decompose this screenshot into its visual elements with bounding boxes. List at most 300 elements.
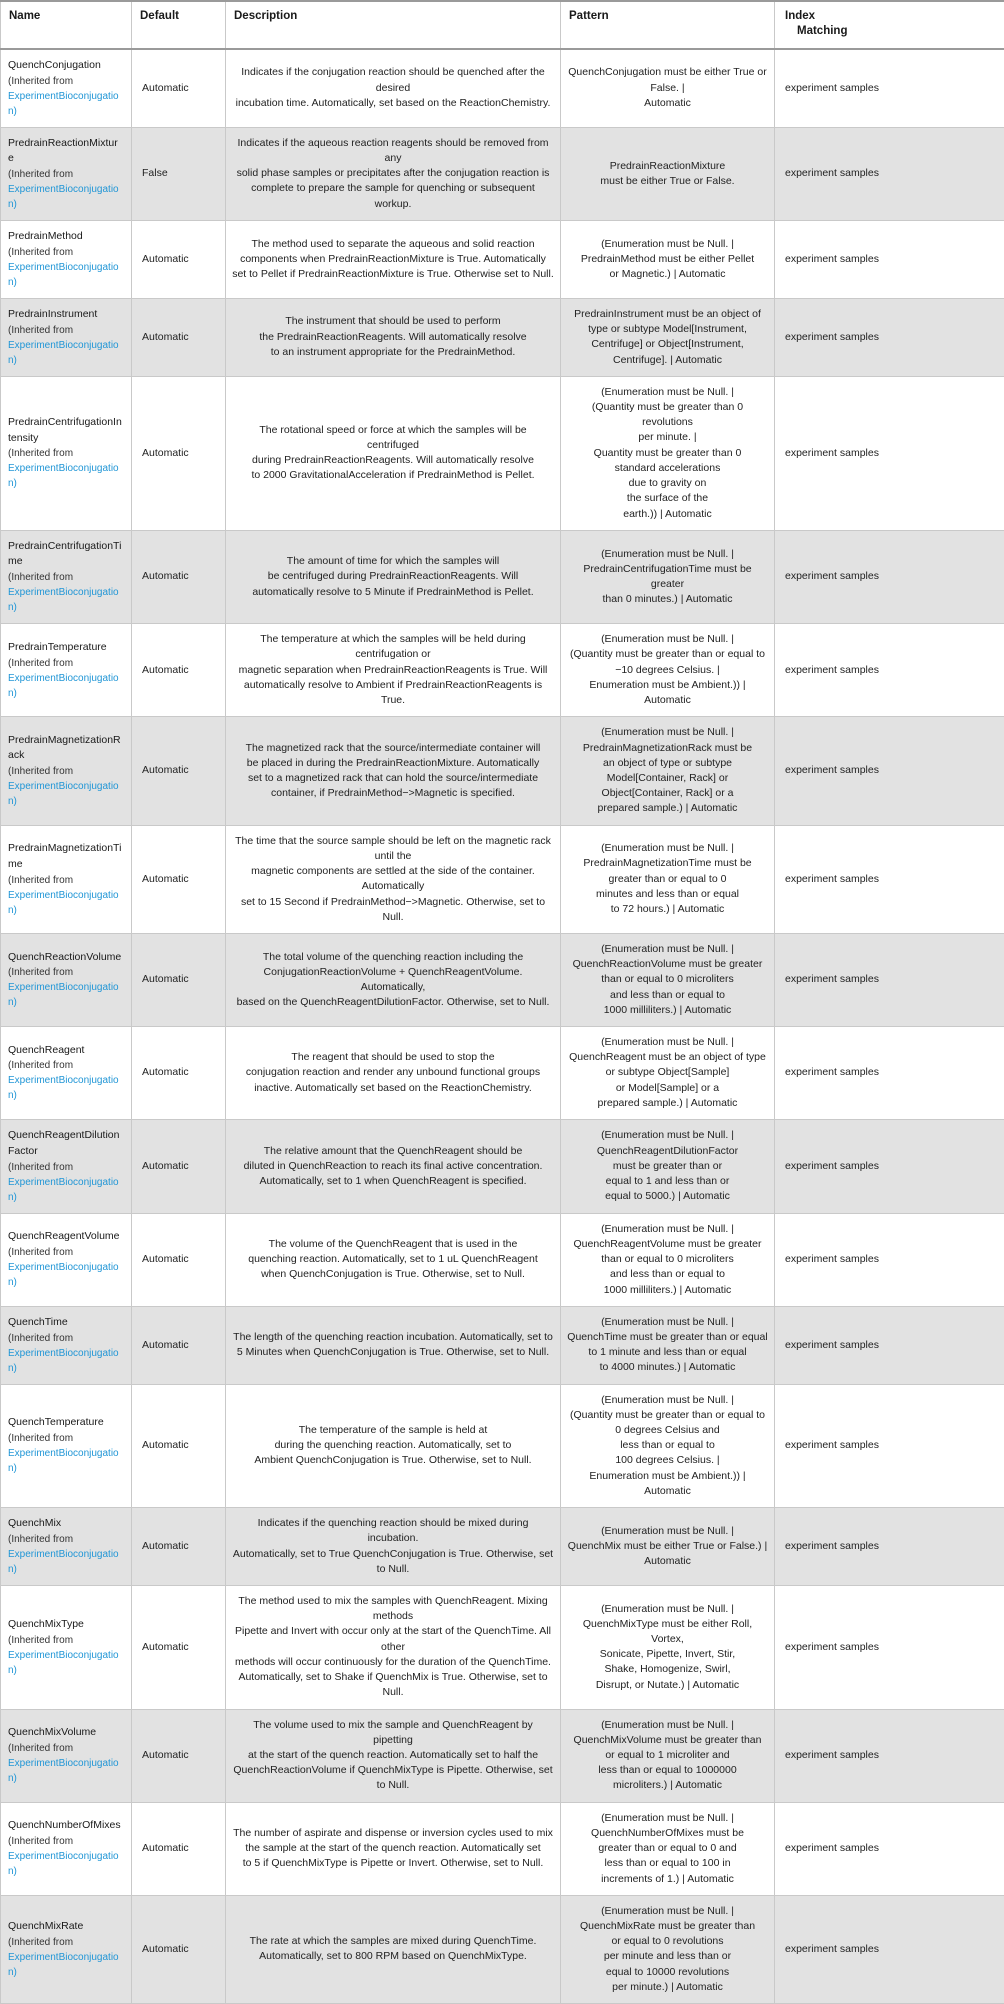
option-default-cell: Automatic [132, 1802, 226, 1895]
option-description-cell [226, 1802, 561, 1895]
description-line: The total volume of the quenching reaction including the [232, 950, 554, 965]
pattern-line: (Enumeration must be Null. | [567, 1035, 768, 1050]
description-line: magnetic separation when PredrainReactionReagents is True. Will [232, 663, 554, 678]
option-name: QuenchTime [8, 1315, 122, 1331]
inherited-label: (Inherited from [8, 1331, 122, 1346]
pattern-line: (Enumeration must be Null. | [567, 1602, 768, 1617]
inherited-source-link[interactable]: ExperimentBioconjugation) [8, 1346, 122, 1376]
inherited-label: (Inherited from [8, 446, 122, 461]
description-line: Automatically, set to True QuenchConjugation is True. Otherwise, set to Null. [232, 1547, 554, 1577]
pattern-line: 0 degrees Celsius and [567, 1423, 768, 1438]
inherited-source-link[interactable]: ExperimentBioconjugation) [8, 260, 122, 290]
inherited-source-link[interactable]: ExperimentBioconjugation) [8, 1547, 122, 1577]
option-description-cell [226, 933, 561, 1026]
pattern-line: (Enumeration must be Null. | [567, 942, 768, 957]
inherited-source-link[interactable]: ExperimentBioconjugation) [8, 1175, 122, 1205]
option-pattern-cell [561, 1306, 775, 1384]
option-name-cell [1, 1306, 132, 1384]
pattern-line: microliters.) | Automatic [567, 1778, 768, 1793]
inherited-source-link[interactable]: ExperimentBioconjugation) [8, 1260, 122, 1290]
description-line: Ambient QuenchConjugation is True. Otherwise, set to Null. [232, 1453, 554, 1468]
option-name-cell [1, 49, 132, 127]
option-default-cell: Automatic [132, 376, 226, 530]
option-default-cell: Automatic [132, 1709, 226, 1802]
option-pattern-cell [561, 1213, 775, 1306]
description-line: The relative amount that the QuenchReagent should be [232, 1144, 554, 1159]
description-line: based on the QuenchReagentDilutionFactor. Otherwise, set to Null. [232, 995, 554, 1010]
pattern-line: less than or equal to 1000000 [567, 1763, 768, 1778]
option-description-cell [226, 1895, 561, 2003]
inherited-label: (Inherited from [8, 1160, 122, 1175]
option-description-cell [226, 127, 561, 221]
description-line: The temperature of the sample is held at [232, 1423, 554, 1438]
description-line: Indicates if the aqueous reaction reagents should be removed from any [232, 136, 554, 166]
option-index-matching-cell: experiment samples [775, 1306, 1004, 1384]
option-description-cell [226, 1306, 561, 1384]
pattern-line: (Quantity must be greater than or equal to [567, 1408, 768, 1423]
inherited-label: (Inherited from [8, 167, 122, 182]
option-index-matching-cell: experiment samples [775, 624, 1004, 717]
description-line: during the quenching reaction. Automatically, set to [232, 1438, 554, 1453]
option-name-cell [1, 624, 132, 717]
pattern-line: Automatic [567, 1554, 768, 1569]
pattern-line: to 4000 minutes.) | Automatic [567, 1360, 768, 1375]
table-row [1, 376, 1004, 530]
column-header-description: Description [226, 1, 561, 49]
pattern-line: (Enumeration must be Null. | [567, 1904, 768, 1919]
pattern-line: Shake, Homogenize, Swirl, [567, 1662, 768, 1677]
inherited-source-link[interactable]: ExperimentBioconjugation) [8, 1756, 122, 1786]
pattern-line: (Enumeration must be Null. | [567, 632, 768, 647]
pattern-line: PredrainCentrifugationTime must be greater [567, 562, 768, 592]
option-name: PredrainCentrifugationIntensity [8, 415, 122, 447]
option-name-cell [1, 717, 132, 825]
option-index-matching-cell: experiment samples [775, 530, 1004, 624]
option-name-cell [1, 530, 132, 624]
inherited-source-link[interactable]: ExperimentBioconjugation) [8, 1849, 122, 1879]
option-pattern-cell [561, 1895, 775, 2003]
pattern-line: (Quantity must be greater than 0 revolutions [567, 400, 768, 430]
option-name: PredrainInstrument [8, 307, 122, 323]
option-name-cell [1, 1709, 132, 1802]
option-pattern-cell [561, 376, 775, 530]
table-row [1, 1586, 1004, 1710]
option-name-cell [1, 1384, 132, 1508]
pattern-line: −10 degrees Celsius. | [567, 663, 768, 678]
option-description-cell [226, 1213, 561, 1306]
description-line: automatically resolve to Ambient if PredrainReactionReagents is True. [232, 678, 554, 708]
inherited-source-link[interactable]: ExperimentBioconjugation) [8, 585, 122, 615]
pattern-line: QuenchReagent must be an object of type [567, 1050, 768, 1065]
description-line: ConjugationReactionVolume + QuenchReagentVolume. Automatically, [232, 965, 554, 995]
inherited-source-link[interactable]: ExperimentBioconjugation) [8, 338, 122, 368]
option-name: QuenchMixRate [8, 1919, 122, 1935]
description-line: the PredrainReactionReagents. Will automatically resolve [232, 330, 554, 345]
pattern-line: (Enumeration must be Null. | [567, 547, 768, 562]
description-line: incubation time. Automatically, set based on the ReactionChemistry. [232, 96, 554, 111]
option-name: PredrainTemperature [8, 640, 122, 656]
option-pattern-cell [561, 127, 775, 221]
description-line: The volume of the QuenchReagent that is used in the [232, 1237, 554, 1252]
option-index-matching-cell: experiment samples [775, 1027, 1004, 1120]
table-row [1, 49, 1004, 127]
option-name: PredrainMethod [8, 229, 122, 245]
pattern-line: to 72 hours.) | Automatic [567, 902, 768, 917]
description-line: automatically resolve to 5 Minute if PredrainMethod is Pellet. [232, 585, 554, 600]
pattern-line: Model[Container, Rack] or [567, 771, 768, 786]
pattern-line: PredrainReactionMixture [567, 159, 768, 174]
pattern-line: (Enumeration must be Null. | [567, 1315, 768, 1330]
description-line: set to Pellet if PredrainReactionMixture is True. Otherwise set to Null. [232, 267, 554, 282]
option-name: PredrainReactionMixture [8, 136, 122, 168]
option-index-matching-cell: experiment samples [775, 1709, 1004, 1802]
pattern-line: Centrifuge]. | Automatic [567, 353, 768, 368]
inherited-label: (Inherited from [8, 656, 122, 671]
option-default-cell: Automatic [132, 1508, 226, 1586]
description-line: The method used to separate the aqueous and solid reaction [232, 237, 554, 252]
inherited-source-link[interactable]: ExperimentBioconjugation) [8, 1073, 122, 1103]
option-pattern-cell [561, 1508, 775, 1586]
pattern-line: QuenchTime must be greater than or equal [567, 1330, 768, 1345]
column-header-name: Name [1, 1, 132, 49]
inherited-label: (Inherited from [8, 1431, 122, 1446]
description-line: to 2000 GravitationalAcceleration if PredrainMethod is Pellet. [232, 468, 554, 483]
pattern-line: or equal to 0 revolutions [567, 1934, 768, 1949]
pattern-line: type or subtype Model[Instrument, [567, 322, 768, 337]
pattern-line: must be greater than or [567, 1159, 768, 1174]
description-line: The reagent that should be used to stop the [232, 1050, 554, 1065]
pattern-line: 1000 milliliters.) | Automatic [567, 1283, 768, 1298]
inherited-source-link[interactable]: ExperimentBioconjugation) [8, 89, 122, 119]
option-description-cell [226, 49, 561, 127]
description-line: be placed in during the PredrainReactionMixture. Automatically [232, 756, 554, 771]
pattern-line: due to gravity on [567, 476, 768, 491]
description-line: Indicates if the quenching reaction should be mixed during incubation. [232, 1516, 554, 1546]
description-line: Automatically, set to 800 RPM based on QuenchMixType. [232, 1949, 554, 1964]
table-row [1, 1213, 1004, 1306]
option-index-matching-cell: experiment samples [775, 825, 1004, 933]
option-index-matching-cell: experiment samples [775, 717, 1004, 825]
description-line: quenching reaction. Automatically, set to 1 uL QuenchReagent [232, 1252, 554, 1267]
description-line: diluted in QuenchReaction to reach its final active concentration. [232, 1159, 554, 1174]
table-row [1, 127, 1004, 221]
pattern-line: increments of 1.) | Automatic [567, 1872, 768, 1887]
description-line: during PredrainReactionReagents. Will automatically resolve [232, 453, 554, 468]
option-index-matching-cell: experiment samples [775, 376, 1004, 530]
table-header-row [1, 1, 1004, 49]
inherited-label: (Inherited from [8, 570, 122, 585]
pattern-line: (Enumeration must be Null. | [567, 1811, 768, 1826]
inherited-source-link[interactable]: ExperimentBioconjugation) [8, 1648, 122, 1678]
option-index-matching-cell: experiment samples [775, 298, 1004, 376]
description-line: The instrument that should be used to perform [232, 314, 554, 329]
pattern-line: (Enumeration must be Null. | [567, 1718, 768, 1733]
pattern-line: (Enumeration must be Null. | [567, 385, 768, 400]
pattern-line: QuenchMixType must be either Roll, Vortex, [567, 1617, 768, 1647]
option-pattern-cell [561, 624, 775, 717]
option-default-cell: Automatic [132, 1895, 226, 2003]
inherited-label: (Inherited from [8, 1741, 122, 1756]
table-row [1, 1895, 1004, 2003]
option-default-cell: Automatic [132, 624, 226, 717]
pattern-line: (Enumeration must be Null. | [567, 237, 768, 252]
option-pattern-cell [561, 1027, 775, 1120]
option-default-cell: Automatic [132, 1384, 226, 1508]
description-line: conjugation reaction and render any unbound functional groups [232, 1065, 554, 1080]
description-line: The method used to mix the samples with QuenchReagent. Mixing methods [232, 1594, 554, 1624]
inherited-label: (Inherited from [8, 245, 122, 260]
column-header-pattern: Pattern [561, 1, 775, 49]
description-line: container, if PredrainMethod−>Magnetic is specified. [232, 786, 554, 801]
table-row [1, 1306, 1004, 1384]
table-row [1, 1802, 1004, 1895]
inherited-label: (Inherited from [8, 965, 122, 980]
pattern-line: per minute.) | Automatic [567, 1980, 768, 1995]
pattern-line: PredrainMethod must be either Pellet [567, 252, 768, 267]
description-line: Indicates if the conjugation reaction should be quenched after the desired [232, 65, 554, 95]
table-row [1, 1508, 1004, 1586]
description-line: The magnetized rack that the source/intermediate container will [232, 741, 554, 756]
option-name-cell [1, 1508, 132, 1586]
table-row [1, 825, 1004, 933]
pattern-line: (Enumeration must be Null. | [567, 1524, 768, 1539]
table-row [1, 1027, 1004, 1120]
option-index-matching-cell: experiment samples [775, 49, 1004, 127]
inherited-label: (Inherited from [8, 1532, 122, 1547]
pattern-line: Quantity must be greater than 0 [567, 446, 768, 461]
description-line: solid phase samples or precipitates after the conjugation reaction is [232, 166, 554, 181]
pattern-line: Enumeration must be Ambient.)) | [567, 678, 768, 693]
pattern-line: greater than or equal to 0 [567, 872, 768, 887]
column-header-index-matching [775, 1, 1004, 49]
option-pattern-cell [561, 1384, 775, 1508]
option-index-matching-cell: experiment samples [775, 1508, 1004, 1586]
pattern-line: Disrupt, or Nutate.) | Automatic [567, 1678, 768, 1693]
pattern-line: Centrifuge] or Object[Instrument, [567, 337, 768, 352]
option-pattern-cell [561, 717, 775, 825]
option-pattern-cell [561, 221, 775, 299]
pattern-line: equal to 5000.) | Automatic [567, 1189, 768, 1204]
option-pattern-cell [561, 933, 775, 1026]
option-default-cell: False [132, 127, 226, 221]
pattern-line: equal to 10000 revolutions [567, 1965, 768, 1980]
pattern-line: or Magnetic.) | Automatic [567, 267, 768, 282]
pattern-line: (Enumeration must be Null. | [567, 1222, 768, 1237]
pattern-line: QuenchMix must be either True or False.) | [567, 1539, 768, 1554]
table-row [1, 717, 1004, 825]
option-default-cell: Automatic [132, 1120, 226, 1214]
pattern-line: PredrainInstrument must be an object of [567, 307, 768, 322]
option-name: QuenchMixType [8, 1617, 122, 1633]
inherited-source-link[interactable]: ExperimentBioconjugation) [8, 182, 122, 212]
table-row [1, 530, 1004, 624]
pattern-line: QuenchNumberOfMixes must be [567, 1826, 768, 1841]
option-name-cell [1, 1895, 132, 2003]
pattern-line: per minute. | [567, 430, 768, 445]
pattern-line: the surface of the [567, 491, 768, 506]
option-description-cell [226, 717, 561, 825]
description-line: at the start of the quench reaction. Automatically set to half the [232, 1748, 554, 1763]
description-line: QuenchReactionVolume if QuenchMixType is Pipette. Otherwise, set to Null. [232, 1763, 554, 1793]
pattern-line: PredrainMagnetizationTime must be [567, 856, 768, 871]
pattern-line: or Model[Sample] or a [567, 1081, 768, 1096]
option-default-cell: Automatic [132, 298, 226, 376]
pattern-line: Automatic [567, 96, 768, 111]
inherited-label: (Inherited from [8, 1245, 122, 1260]
inherited-label: (Inherited from [8, 1834, 122, 1849]
option-default-cell: Automatic [132, 1306, 226, 1384]
table-row [1, 624, 1004, 717]
pattern-line: QuenchMixVolume must be greater than [567, 1733, 768, 1748]
description-line: Pipette and Invert with occur only at the start of the QuenchTime. All other [232, 1624, 554, 1654]
option-name-cell [1, 127, 132, 221]
description-line: the sample at the start of the quench reaction. Automatically set [232, 1841, 554, 1856]
table-body [1, 49, 1004, 2004]
pattern-line: less than or equal to 100 in [567, 1856, 768, 1871]
inherited-label: (Inherited from [8, 764, 122, 779]
pattern-line: (Enumeration must be Null. | [567, 725, 768, 740]
option-description-cell [226, 1384, 561, 1508]
option-name-cell [1, 376, 132, 530]
table-row [1, 933, 1004, 1026]
option-index-matching-cell: experiment samples [775, 127, 1004, 221]
pattern-line: (Enumeration must be Null. | [567, 841, 768, 856]
option-name-cell [1, 221, 132, 299]
option-default-cell: Automatic [132, 717, 226, 825]
option-default-cell: Automatic [132, 1027, 226, 1120]
pattern-line: than or equal to 0 microliters [567, 1252, 768, 1267]
pattern-line: or equal to 1 microliter and [567, 1748, 768, 1763]
pattern-line: to 1 minute and less than or equal [567, 1345, 768, 1360]
option-pattern-cell [561, 298, 775, 376]
pattern-line: Automatic [567, 1484, 768, 1499]
option-name-cell [1, 1213, 132, 1306]
option-name: PredrainCentrifugationTime [8, 539, 122, 571]
option-default-cell: Automatic [132, 530, 226, 624]
option-index-matching-cell: experiment samples [775, 221, 1004, 299]
option-description-cell [226, 825, 561, 933]
pattern-line: QuenchReactionVolume must be greater [567, 957, 768, 972]
pattern-line: than or equal to 0 microliters [567, 972, 768, 987]
description-line: set to a magnetized rack that can hold the source/intermediate [232, 771, 554, 786]
option-name: QuenchReagent [8, 1043, 122, 1059]
inherited-source-link[interactable]: ExperimentBioconjugation) [8, 980, 122, 1010]
description-line: The length of the quenching reaction incubation. Automatically, set to [232, 1330, 554, 1345]
pattern-line: 100 degrees Celsius. | [567, 1453, 768, 1468]
pattern-line: equal to 1 and less than or [567, 1174, 768, 1189]
pattern-line: Sonicate, Pipette, Invert, Stir, [567, 1647, 768, 1662]
pattern-line: (Quantity must be greater than or equal to [567, 647, 768, 662]
description-line: 5 Minutes when QuenchConjugation is True. Otherwise, set to Null. [232, 1345, 554, 1360]
option-description-cell [226, 530, 561, 624]
pattern-line: Enumeration must be Ambient.)) | [567, 1469, 768, 1484]
inherited-source-link[interactable]: ExperimentBioconjugation) [8, 888, 122, 918]
pattern-line: QuenchConjugation must be either True or False. | [567, 65, 768, 95]
pattern-line: greater than or equal to 0 and [567, 1841, 768, 1856]
pattern-line: than 0 minutes.) | Automatic [567, 592, 768, 607]
option-name: QuenchConjugation [8, 58, 122, 74]
inherited-label: (Inherited from [8, 1633, 122, 1648]
option-pattern-cell [561, 1120, 775, 1214]
description-line: Automatically, set to 1 when QuenchReagent is specified. [232, 1174, 554, 1189]
pattern-line: QuenchMixRate must be greater than [567, 1919, 768, 1934]
option-name-cell [1, 1027, 132, 1120]
pattern-line: Automatic [567, 693, 768, 708]
option-index-matching-cell: experiment samples [775, 1384, 1004, 1508]
option-pattern-cell [561, 1709, 775, 1802]
option-name-cell [1, 1120, 132, 1214]
table-row [1, 298, 1004, 376]
option-index-matching-cell: experiment samples [775, 1802, 1004, 1895]
option-description-cell [226, 1586, 561, 1710]
pattern-line: QuenchReagentVolume must be greater [567, 1237, 768, 1252]
option-default-cell: Automatic [132, 1213, 226, 1306]
inherited-source-link[interactable]: ExperimentBioconjugation) [8, 671, 122, 701]
option-description-cell [226, 376, 561, 530]
column-header-index-line2: Matching [785, 24, 996, 39]
option-pattern-cell [561, 1586, 775, 1710]
inherited-source-link[interactable]: ExperimentBioconjugation) [8, 461, 122, 491]
column-header-index-line1: Index [785, 9, 996, 24]
pattern-line: minutes and less than or equal [567, 887, 768, 902]
description-line: to 5 if QuenchMixType is Pipette or Invert. Otherwise, set to Null. [232, 1856, 554, 1871]
pattern-line: QuenchReagentDilutionFactor [567, 1144, 768, 1159]
inherited-label: (Inherited from [8, 1935, 122, 1950]
option-description-cell [226, 1508, 561, 1586]
pattern-line: and less than or equal to [567, 988, 768, 1003]
pattern-line: PredrainMagnetizationRack must be [567, 741, 768, 756]
pattern-line: must be either True or False. [567, 174, 768, 189]
option-default-cell: Automatic [132, 825, 226, 933]
option-description-cell [226, 298, 561, 376]
option-name: PredrainMagnetizationTime [8, 841, 122, 873]
pattern-line: and less than or equal to [567, 1267, 768, 1282]
option-name: QuenchMixVolume [8, 1725, 122, 1741]
option-default-cell: Automatic [132, 933, 226, 1026]
inherited-source-link[interactable]: ExperimentBioconjugation) [8, 779, 122, 809]
option-index-matching-cell: experiment samples [775, 1120, 1004, 1214]
option-default-cell: Automatic [132, 1586, 226, 1710]
inherited-label: (Inherited from [8, 873, 122, 888]
option-name-cell [1, 1802, 132, 1895]
description-line: components when PredrainReactionMixture is True. Automatically [232, 252, 554, 267]
description-line: set to 15 Second if PredrainMethod−>Magnetic. Otherwise, set to Null. [232, 895, 554, 925]
option-name: QuenchTemperature [8, 1415, 122, 1431]
inherited-label: (Inherited from [8, 323, 122, 338]
pattern-line: per minute and less than or [567, 1949, 768, 1964]
option-index-matching-cell: experiment samples [775, 1586, 1004, 1710]
option-default-cell: Automatic [132, 49, 226, 127]
description-line: methods will occur continuously for the duration of the QuenchTime. [232, 1655, 554, 1670]
option-description-cell [226, 221, 561, 299]
pattern-line: 1000 milliliters.) | Automatic [567, 1003, 768, 1018]
inherited-source-link[interactable]: ExperimentBioconjugation) [8, 1446, 122, 1476]
inherited-label: (Inherited from [8, 74, 122, 89]
description-line: magnetic components are settled at the side of the container. Automatically [232, 864, 554, 894]
pattern-line: or subtype Object[Sample] [567, 1065, 768, 1080]
table-row [1, 1709, 1004, 1802]
option-index-matching-cell: experiment samples [775, 1895, 1004, 2003]
inherited-label: (Inherited from [8, 1058, 122, 1073]
option-index-matching-cell: experiment samples [775, 1213, 1004, 1306]
description-line: The volume used to mix the sample and QuenchReagent by pipetting [232, 1718, 554, 1748]
option-name-cell [1, 298, 132, 376]
description-line: Automatically, set to Shake if QuenchMix is True. Otherwise, set to Null. [232, 1670, 554, 1700]
option-description-cell [226, 624, 561, 717]
inherited-source-link[interactable]: ExperimentBioconjugation) [8, 1950, 122, 1980]
option-name-cell [1, 1586, 132, 1710]
option-pattern-cell [561, 825, 775, 933]
